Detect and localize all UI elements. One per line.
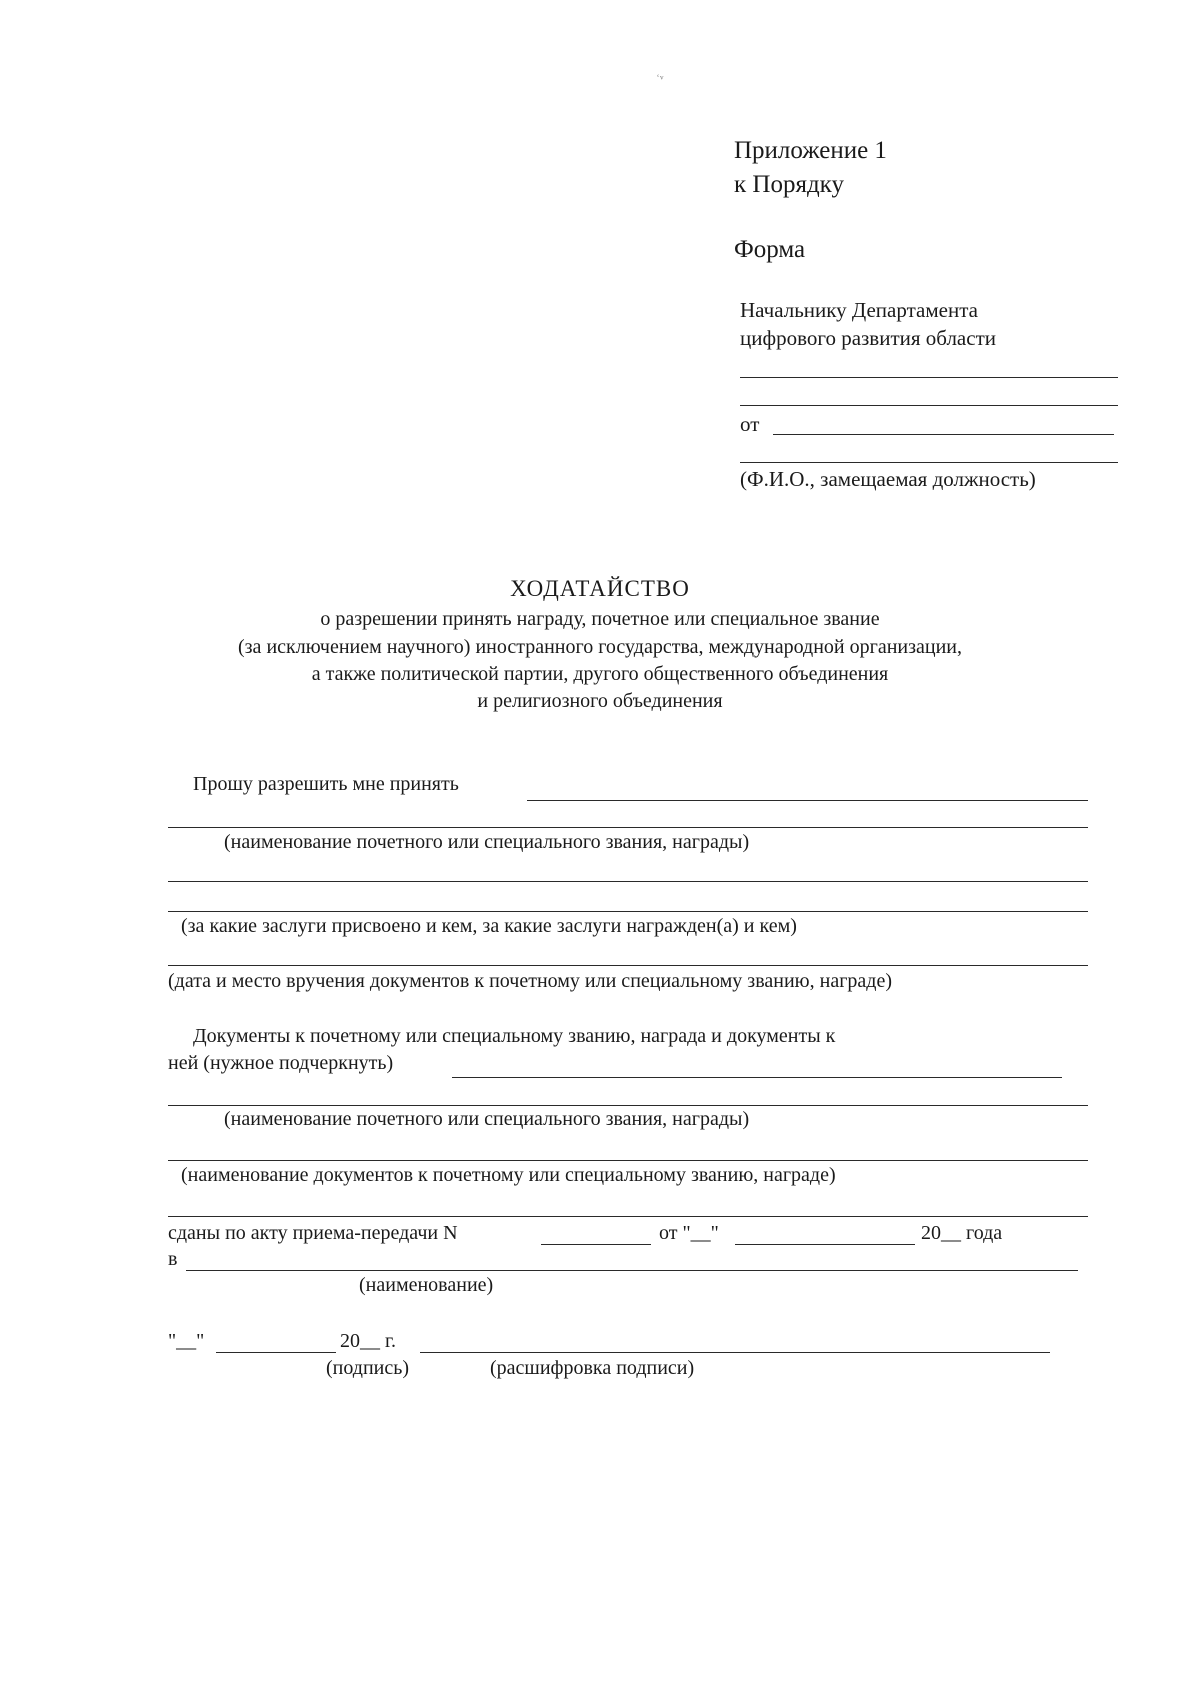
blank-line [168,911,1088,912]
signature-blank-line [420,1352,1050,1353]
blank-line [168,881,1088,882]
signature-date-quote: "__" [168,1330,205,1352]
scan-speck: ʿᵛ [656,72,664,86]
blank-line [740,462,1118,463]
addressee-line-1: Начальнику Департамента [740,298,978,322]
title-line-4: и религиозного объединения [477,690,723,712]
in-label: в [168,1248,178,1270]
caption-documents: (наименование документов к почетному или специальному званию, награде) [181,1164,836,1186]
addressee-caption: (Ф.И.О., замещаемая должность) [740,467,1036,491]
caption-signature-decode: (расшифровка подписи) [490,1357,695,1379]
request-blank-line [527,800,1088,801]
title-line-1: о разрешении принять награду, почетное или специальное звание [320,608,880,630]
caption-signature: (подпись) [326,1357,410,1379]
act-from-label: от "__" [659,1222,719,1244]
blank-line [168,1216,1088,1217]
caption-merit: (за какие заслуги присвоено и кем, за какие заслуги награжден(а) и кем) [181,915,797,937]
caption-award-name: (наименование почетного или специального звания, награды) [224,831,750,853]
documents-text-line-2: ней (нужное подчеркнуть) [168,1052,394,1074]
blank-line [168,1105,1088,1106]
appendix-label: Приложение 1 [734,137,887,164]
title-line-3: а также политической партии, другого общественного объединения [311,663,889,685]
request-text: Прошу разрешить мне принять [193,773,459,795]
signature-date-blank [216,1352,336,1353]
blank-line [740,405,1118,406]
from-blank-line [773,434,1114,435]
blank-line [168,1160,1088,1161]
from-label: от [740,412,760,436]
caption-award-name-2: (наименование почетного или специального звания, награды) [224,1108,750,1130]
blank-line [168,827,1088,828]
act-number-blank [541,1244,651,1245]
organization-blank-line [186,1270,1078,1271]
caption-date-place: (дата и место вручения документов к почетному или специальному званию, награде) [168,970,892,992]
caption-organization: (наименование) [359,1274,494,1296]
documents-text-line-1: Документы к почетному или специальному званию, награда и документы к [193,1025,836,1047]
documents-blank-line [452,1077,1062,1078]
act-text: сданы по акту приема-передачи N [168,1222,458,1244]
order-reference: к Порядку [734,171,844,198]
blank-line [740,377,1118,378]
form-label: Форма [734,236,806,263]
title-line-2: (за исключением научного) иностранного государства, международной организации, [238,636,962,658]
document-title: ХОДАТАЙСТВО [510,576,690,601]
act-year: 20__ года [921,1222,1003,1244]
addressee-line-2: цифрового развития области [740,326,996,350]
act-date-blank [735,1244,915,1245]
signature-year: 20__ г. [340,1330,396,1352]
blank-line [168,965,1088,966]
